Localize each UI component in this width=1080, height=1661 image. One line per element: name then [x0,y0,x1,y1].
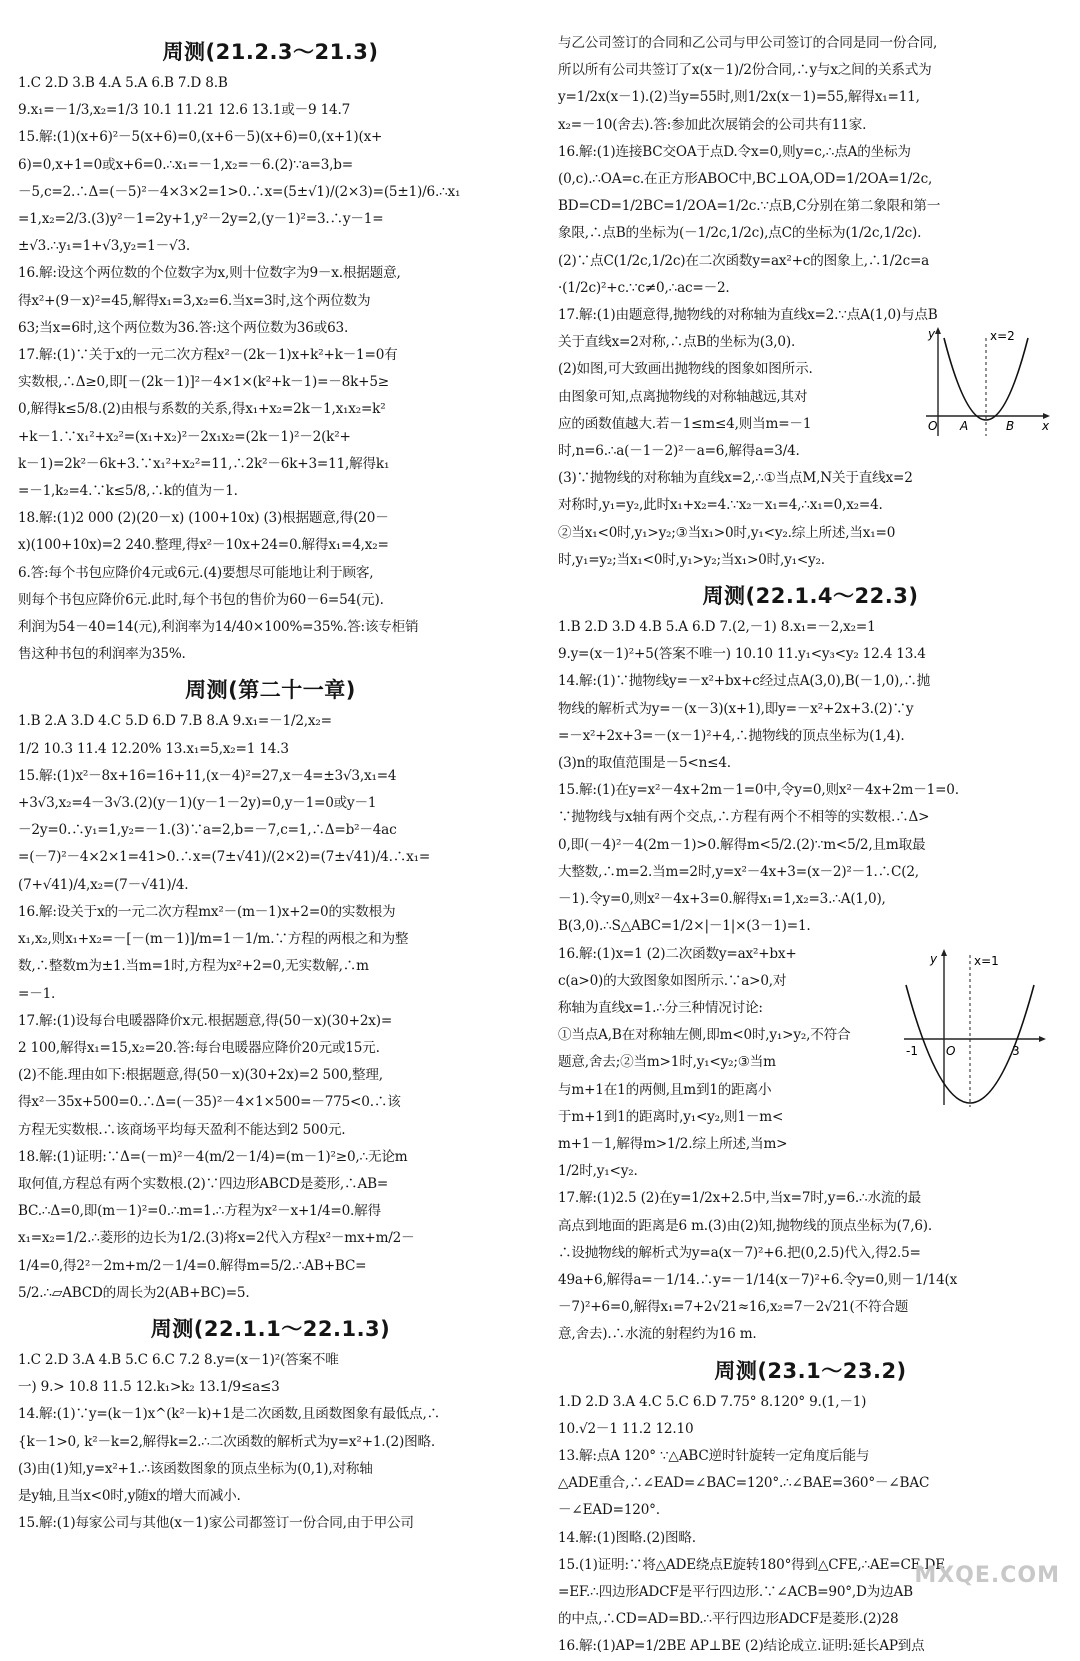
text-line: 1.D 2.D 3.A 4.C 5.C 6.D 7.75° 8.120° 9.(1,－1) [558,1393,867,1410]
text-line: 一) 9.> 10.8 11.5 12.k₁>k₂ 13.1/9≤a≤3 [18,1379,280,1396]
text-line: 物线的解析式为y=－(x－3)(x+1),即y=－x²+2x+3.(2)∵y [558,700,914,717]
text-line: BD=CD=1/2BC=1/2OA=1/2c.∵点B,C分别在第二象限和第一 [558,198,941,215]
graph1-y-arrow [935,327,941,334]
text-line: 的中点,∴CD=AD=BD.∴平行四边形ADCF是菱形.(2)28 [558,1611,899,1628]
section-body-chapter-21 [18,708,523,1306]
graph2-label-y: y [930,951,938,966]
text-line: 利润为54－40=14(元),利润率为14/40×100%=35%.答:该专柜销 [18,619,419,636]
text-line: ·(1/2c)²+c.∵c≠0,∴ac=－2. [558,279,730,296]
text-line: 6)=0,x+1=0或x+6=0.∴x₁=－1,x₂=－6.(2)∵a=3,b= [18,156,353,173]
text-line: y=1/2x(x－1).(2)当y=55时,则1/2x(x－1)=55,解得x₁=11, [558,89,920,106]
text-line: 高点到地面的距离是6 m.(3)由(2)知,抛物线的顶点坐标为(7,6). [558,1217,933,1234]
text-line: 18.解:(1)2 000 (2)(20－x) (100+10x) (3)根据题意,得(20－ [18,510,389,527]
section-title-22-1-1: 周测(22.1.1～22.1.3) [150,1316,391,1341]
text-line: 与m+1在1的两侧,且m到1的距离小 [558,1081,772,1098]
section-body-22-1-4 [558,614,1063,940]
text-line: 17.解:(1)2.5 (2)在y=1/2x+2.5中,当x=7时,y=6.∴水流的最 [558,1190,922,1207]
graph2-label-minus1: -1 [906,1043,918,1058]
text-line: 售这种书包的利润率为35%. [18,646,186,663]
watermark-text: MXQE.COM [914,1563,1060,1588]
text-line: =1,x₂=2/3.(3)y²－1=2y+1,y²－2y=2,(y－1)²=3.∴y－1= [18,211,384,228]
text-line: 18.解:(1)证明:∵Δ=(－m)²－4(m/2－1/4)=(m－1)²≥0,∴无论m [18,1148,408,1165]
text-line: 15.(1)证明:∵将△ADE绕点E旋转180°得到△CFE,∴AE=CE,DE [558,1556,945,1573]
text-line: x₁=x₂=1/2.∴菱形的边长为1/2.(3)将x=2代入方程x²－mx+m/2－ [18,1230,415,1247]
text-line: =(－7)²－4×2×1=41>0.∴x=(7±√41)/(2×2)=(7±√41)/4.∴x₁= [18,849,431,866]
text-line: 15.解:(1)在y=x²－4x+2m－1=0中,令y=0,则x²－4x+2m－1=0. [558,782,959,799]
graph1-label-O: O [928,419,938,434]
text-line: 17.解:(1)设每台电暖器降价x元.根据题意,得(50－x)(30+2x)= [18,1012,393,1029]
text-line: 是y轴,且当x<0时,y随x的增大而减小. [18,1487,241,1504]
text-line: =－1. [18,985,56,1002]
parabola-graph-x1 [900,945,1050,1115]
text-line: (3)n的取值范围是－5<n≤4. [558,755,731,772]
text-line: 方程无实数根.∴该商场平均每天盈利不能达到2 500元. [18,1121,346,1138]
text-line: 14.解:(1)图略.(2)图略. [558,1529,696,1546]
text-line: 意,舍去).∴水流的射程约为16 m. [558,1326,757,1343]
text-line: －∠EAD=120°. [558,1502,660,1519]
text-line: 时,y₁=y₂;当x₁<0时,y₁>y₂;当x₁>0时,y₁<y₂. [558,551,825,568]
text-line: 1/4=0,得2²－2m+m/2－1/4=0.解得m=5/2.∴AB+BC= [18,1257,367,1274]
graph2-label-3: 3 [1012,1043,1020,1058]
text-line: 15.解:(1)每家公司与其他(x－1)家公司都签订一份合同,由于甲公司 [18,1515,414,1532]
text-line: c(a>0)的大致图象如图所示.∵a>0,对 [558,972,787,989]
text-line: 0,即(－4)²－4(2m－1)>0.解得m<5/2.(2)∵m<5/2,且m取最 [558,836,926,853]
text-line: 16.解:(1)x=1 (2)二次函数y=ax²+bx+ [558,945,797,962]
text-line: 则每个书包应降价6元.此时,每个书包的售价为60－6=54(元). [18,591,384,608]
graph2-label-xeq: x=1 [974,953,999,968]
parabola-graph-x2 [922,324,1054,442]
text-line: 13.解:点A 120° ∵△ABC逆时针旋转一定角度后能与 [558,1447,870,1464]
graph1-label-xeq: x=2 [990,329,1015,344]
text-line: 49a+6,解得a=－1/14.∴y=－1/14(x－7)²+6.令y=0,则－1/14(x [558,1271,958,1288]
text-line: 题意,舍去;②当m>1时,y₁<y₂;③当m [558,1054,776,1071]
problem-16-block [558,941,1063,1186]
text-line: 2 100,解得x₁=15,x₂=20.答:每台电暖器应降价20元或15元. [18,1039,380,1056]
graph2-y-arrow [941,949,947,956]
left-column [18,30,523,1537]
text-line: 17.解:(1)由题意得,抛物线的对称轴为直线x=2.∵点A(1,0)与点B [558,307,938,324]
text-line: 9.x₁=－1/3,x₂=1/3 10.1 11.21 12.6 13.1或－9 14.7 [18,102,351,119]
text-line: (2)不能.理由如下:根据题意,得(50－x)(30+2x)=2 500,整理, [18,1067,383,1084]
text-line: =－x²+2x+3=－(x－1)²+4,∴抛物线的顶点坐标为(1,4). [558,727,905,744]
text-line: m+1－1,解得m>1/2.综上所述,当m> [558,1135,788,1152]
section-body-21-2-3 [18,70,523,668]
text-line: 与乙公司签订的合同和乙公司与甲公司签订的合同是同一份合同, [558,35,938,51]
text-line: 16.解:(1)连接BC交OA于点D.令x=0,则y=c,∴点A的坐标为 [558,143,911,160]
text-line: 对称时,y₁=y₂,此时x₁+x₂=4.∵x₂－x₁=4,∴x₁=0,x₂=4. [558,497,883,514]
text-line: ∴设抛物线的解析式为y=a(x－7)²+6.把(0,2.5)代入,得2.5= [558,1244,921,1261]
text-line: 0,解得k≤5/8.(2)由根与系数的关系,得x₁+x₂=2k－1,x₁x₂=k² [18,401,386,418]
graph1-label-y: y [928,327,936,342]
text-line: (2)∵点C(1/2c,1/2c)在二次函数y=ax²+c的图象上,∴1/2c=a [558,252,930,269]
text-line: 实数根,∴Δ≥0,即[－(2k－1)]²－4×1×(k²+k－1)=－8k+5≥ [18,374,389,391]
text-line: B(3,0).∴S△ABC=1/2×|－1|×(3－1)=1. [558,918,811,935]
text-line: (2)如图,可大致画出抛物线的图象如图所示. [558,361,813,378]
text-line: 于m+1到1的距离时,y₁<y₂,则1－m< [558,1108,784,1125]
section-body-23-1 [558,1389,1063,1661]
text-line: ±√3.∴y₁=1+√3,y₂=1－√3. [18,238,191,255]
text-line: 所以所有公司共签订了x(x－1)/2份合同,∴y与x之间的关系式为 [558,62,932,79]
text-line: =EF.∴四边形ADCF是平行四边形.∵∠ACB=90°,D为边AB [558,1583,913,1600]
text-line: 应的函数值越大.若－1≤m≤4,则当m=－1 [558,415,812,432]
text-line: 1.C 2.D 3.A 4.B 5.C 6.C 7.2 8.y=(x－1)²(答案不唯 [18,1351,339,1368]
text-line: 15.解:(1)x²－8x+16=16+11,(x－4)²=27,x－4=±3√3,x₁=4 [18,767,397,784]
text-line: 象限,∴点B的坐标为(－1/2c,1/2c),点C的坐标为(1/2c,1/2c). [558,225,922,242]
text-line: 16.解:设关于x的一元二次方程mx²－(m－1)x+2=0的实数根为 [18,903,396,920]
text-line: 14.解:(1)∵抛物线y=－x²+bx+c经过点A(3,0),B(－1,0),∴抛 [558,673,931,690]
text-line: ∵抛物线与x轴有两个交点,∴方程有两个不相等的实数根.∴Δ> [558,809,930,826]
text-line: 15.解:(1)(x+6)²－5(x+6)=0,(x+6－5)(x+6)=0,(x+1)(x+ [18,129,383,146]
text-line: 14.解:(1)∵y=(k－1)x^(k²－k)+1是二次函数,且函数图象有最低点,∴ [18,1406,440,1423]
text-line: (7+√41)/4,x₂=(7－√41)/4. [18,876,189,893]
text-line: 6.答:每个书包应降价4元或6元.(4)要想尽可能地让利于顾客, [18,564,374,581]
graph2-x-arrow [1039,1036,1046,1042]
text-line: x)(100+10x)=2 240.整理,得x²－10x+24=0.解得x₁=4,x₂= [18,537,389,554]
problem-17-block [558,302,1063,574]
section-title-chapter-21: 周测(第二十一章) [185,678,356,703]
graph2-label-O: O [946,1043,956,1058]
text-line: 取何值,方程总有两个实数根.(2)∵四边形ABCD是菱形,∴AB= [18,1175,389,1192]
text-line: 10.√2－1 11.2 12.10 [558,1420,694,1437]
text-line: 称轴为直线x=1.∴分三种情况讨论: [558,999,763,1016]
graph1-label-B: B [1006,419,1015,434]
text-line: 时,n=6.∴a(－1－2)²－a=6,解得a=3/4. [558,443,800,460]
text-line: 17.解:(1)∵关于x的一元二次方程x²－(2k－1)x+k²+k－1=0有 [18,347,398,364]
text-line: (3)∵抛物线的对称轴为直线x=2,∴①当点M,N关于直线x=2 [558,470,913,487]
text-line: =－1,k₂=4.∵k≤5/8,∴k的值为－1. [18,483,238,500]
text-line: k－1)=2k²－6k+3.∵x₁²+x₂²=11,∴2k²－6k+3=11,解得k₁ [18,455,390,472]
text-line: －1).令y=0,则x²－4x+3=0.解得x₁=1,x₂=3.∴A(1,0), [558,891,886,908]
continued-answer-15 [558,30,1063,302]
text-line: 1/2 10.3 11.4 12.20% 13.x₁=5,x₂=1 14.3 [18,740,289,757]
text-line: x₂=－10(舍去).答:参加此次展销会的公司共有11家. [558,116,867,133]
text-line: ②当x₁<0时,y₁>y₂;③当x₁>0时,y₁<y₂.综上所述,当x₁=0 [558,524,896,541]
text-line: 1.C 2.D 3.B 4.A 5.A 6.B 7.D 8.B [18,75,228,91]
text-line: ①当点A,B在对称轴左侧,即m<0时,y₁>y₂,不符合 [558,1027,851,1044]
graph1-label-x: x [1042,419,1050,434]
text-line: 63;当x=6时,这个两位数为36.答:这个两位数为36或63. [18,319,349,336]
text-line: +k－1.∵x₁²+x₂²=(x₁+x₂)²－2x₁x₂=(2k－1)²－2(k²+ [18,428,351,445]
right-column [558,30,1063,1661]
text-line: 5/2.∴▱ABCD的周长为2(AB+BC)=5. [18,1284,250,1301]
text-line: 1.B 2.D 3.D 4.B 5.A 6.D 7.(2,－1) 8.x₁=－2,x₂=1 [558,619,876,636]
text-line: +3√3,x₂=4－3√3.(2)(y－1)(y－1－2y)=0,y－1=0或y－1 [18,795,377,812]
problem-17b-text [558,1185,1063,1348]
text-line: BC.∴Δ=0,即(m－1)²=0.∴m=1.∴方程为x²－x+1/4=0.解得 [18,1203,381,1220]
text-line: 1.B 2.A 3.D 4.C 5.D 6.D 7.B 8.A 9.x₁=－1/2,x₂= [18,713,332,730]
section-body-22-1-1 [18,1347,523,1537]
text-line: (0,c).∴OA=c.在正方形ABOC中,BC⊥OA,OD=1/2OA=1/2c, [558,171,933,188]
section-title-22-1-4: 周测(22.1.4～22.3) [702,584,919,609]
text-line: －2y=0.∴y₁=1,y₂=－1.(3)∵a=2,b=－7,c=1,∴Δ=b²－4ac [18,822,397,839]
text-line: 16.解:(1)AP=1/2BE AP⊥BE (2)结论成立.证明:延长AP到点 [558,1638,925,1655]
text-line: 1/2时,y₁<y₂. [558,1163,638,1180]
text-line: 得x²－35x+500=0.∴Δ=(－35)²－4×1×500=－775<0.∴该 [18,1094,401,1111]
text-line: －7)²+6=0,解得x₁=7+2√21≈16,x₂=7－2√21(不符合题 [558,1299,909,1316]
section-title-21-2-3: 周测(21.2.3～21.3) [162,40,379,64]
text-line: 16.解:设这个两位数的个位数字为x,则十位数字为9－x.根据题意, [18,265,401,282]
text-line: {k－1>0, k²－k=2,解得k=2.∴二次函数的解析式为y=x²+1.(2)图略. [18,1433,435,1450]
section-title-23-1: 周测(23.1～23.2) [714,1358,907,1383]
text-line: 关于直线x=2对称,∴点B的坐标为(3,0). [558,334,796,351]
text-line: x₁,x₂,则x₁+x₂=－[－(m－1)]/m=1－1/m.∵方程的两根之和为整 [18,931,409,948]
text-line: △ADE重合,∴∠EAD=∠BAC=120°.∴∠BAE=360°－∠BAC [558,1475,930,1492]
graph1-label-A: A [960,419,969,434]
text-line: (3)由(1)知,y=x²+1.∴该函数图象的顶点坐标为(0,1),对称轴 [18,1460,373,1477]
text-line: 得x²+(9－x)²=45,解得x₁=3,x₂=6.当x=3时,这个两位数为 [18,292,371,309]
text-line: 9.y=(x－1)²+5(答案不唯一) 10.10 11.y₁<y₃<y₂ 12.4 13.4 [558,646,926,663]
text-line: 大整数,∴m=2.当m=2时,y=x²－4x+3=(x－2)²－1.∴C(2, [558,863,919,880]
text-line: 由图象可知,点离抛物线的对称轴越远,其对 [558,388,808,405]
text-line: 数,∴整数m为±1.当m=1时,方程为x²+2=0,无实数解,∴m [18,958,369,975]
text-line: －5,c=2.∴Δ=(－5)²－4×3×2=1>0.∴x=(5±√1)/(2×3)=(5±1)/6.∴x₁ [18,183,461,200]
